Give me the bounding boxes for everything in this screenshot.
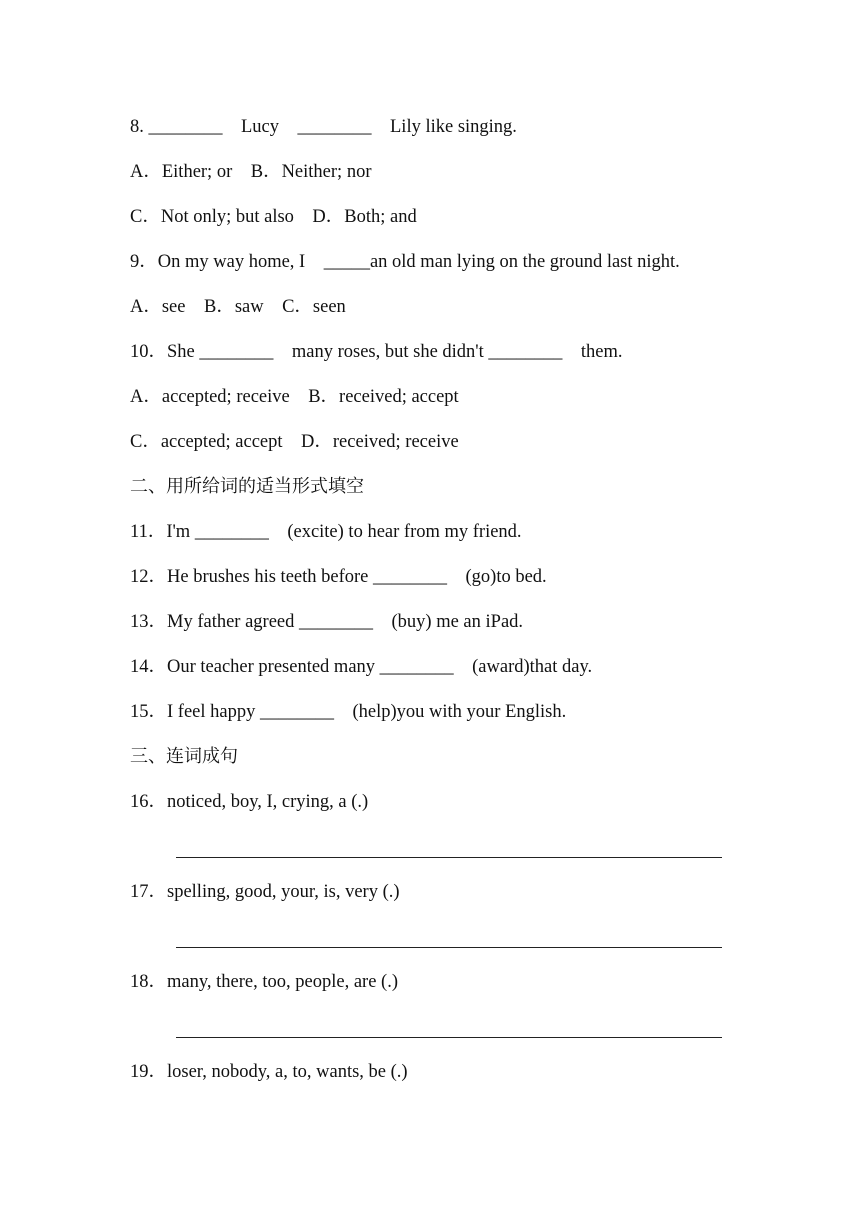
- answer-line-16: [176, 857, 722, 858]
- answer-line-17: [176, 947, 722, 948]
- question-16: 16．noticed, boy, I, crying, a (.): [130, 792, 369, 812]
- section-3-heading: 三、连词成句: [130, 746, 238, 767]
- question-18: 18．many, there, too, people, are (.): [130, 972, 398, 992]
- question-15: 15．I feel happy ________ (help)you with your English.: [130, 702, 567, 722]
- question-10: 10．She ________ many roses, but she didn't ________ them.: [130, 342, 623, 362]
- section-2-heading: 二、用所给词的适当形式填空: [130, 476, 364, 497]
- answer-line-18: [176, 1037, 722, 1038]
- question-8: 8. ________ Lucy ________ Lily like singing.: [130, 117, 517, 137]
- question-10-options-cd: C．accepted; accept D．received; receive: [130, 432, 459, 452]
- question-17: 17．spelling, good, your, is, very (.): [130, 882, 400, 902]
- question-13: 13．My father agreed ________ (buy) me an iPad.: [130, 612, 524, 632]
- question-9-options: A．see B．saw C．seen: [130, 297, 346, 317]
- question-11: 11．I'm ________ (excite) to hear from my friend.: [130, 522, 522, 542]
- question-10-options-ab: A．accepted; receive B．received; accept: [130, 387, 459, 407]
- question-9: 9．On my way home, I _____an old man lying on the ground last night.: [130, 252, 680, 272]
- question-8-options-cd: C．Not only; but also D．Both; and: [130, 207, 417, 227]
- question-14: 14．Our teacher presented many ________ (award)that day.: [130, 657, 593, 677]
- question-19: 19．loser, nobody, a, to, wants, be (.): [130, 1062, 408, 1082]
- question-12: 12．He brushes his teeth before ________ (go)to bed.: [130, 567, 547, 587]
- question-8-options-ab: A．Either; or B．Neither; nor: [130, 162, 372, 182]
